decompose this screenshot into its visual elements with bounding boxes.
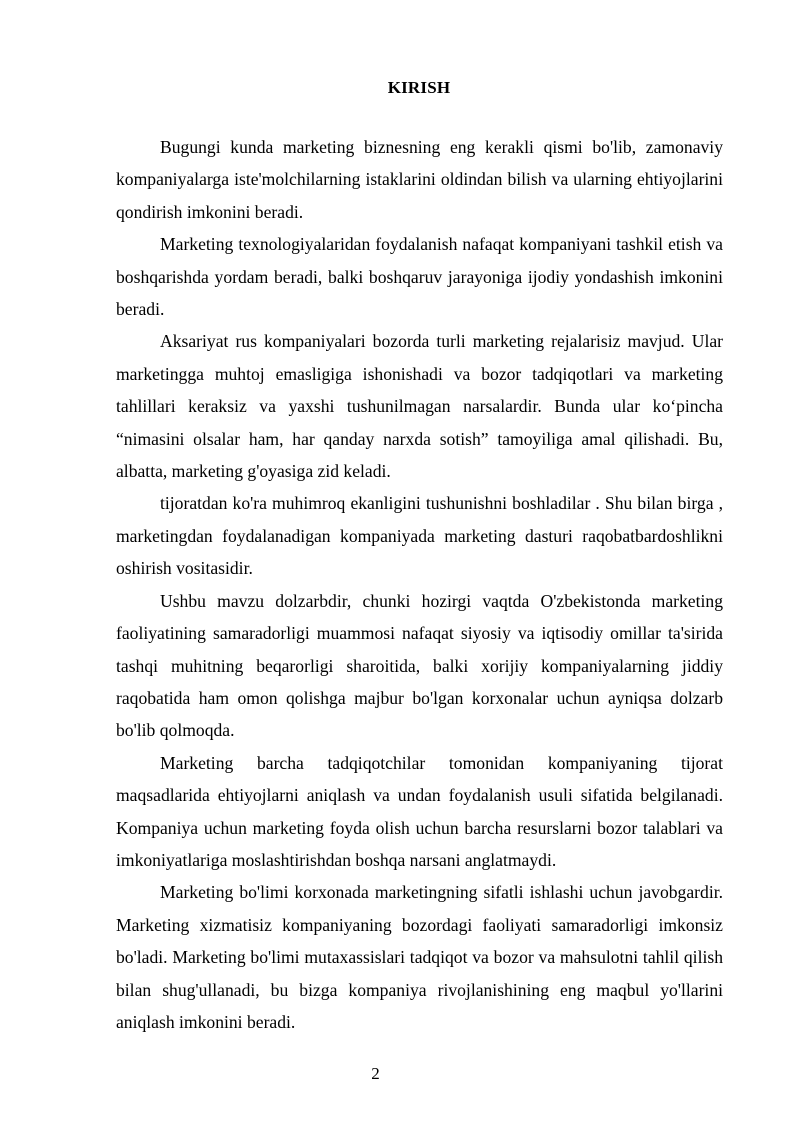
paragraph-7: Marketing bo'limi korxonada marketingning sifatli ishlashi uchun javobgardir. Marketing xizmatisiz kompaniyaning bozordagi faoliyati samaradorligi imkonsiz bo'ladi. Marketing bo'limi mutaxassislari tadqiqot va bozor va mahsulotni tahlil qilish bilan shug'ullanadi, bu bizga kompaniya rivojlanishining eng maqbul yo'llarini aniqlash imkonini beradi. [116, 882, 723, 1032]
body-text [116, 131, 723, 1038]
section-heading: KIRISH [387, 78, 451, 97]
paragraph-4: tijoratdan ko'ra muhimroq ekanligini tushunishni boshladilar . Shu bilan birga , marketingdan foydalanadigan kompaniyada marketing dasturi raqobatbardoshlikni oshirish vositasidir. [116, 493, 723, 579]
paragraph-3: Aksariyat rus kompaniyalari bozorda turli marketing rejalarisiz mavjud. Ular marketingga muhtoj emasligiga ishonishadi va bozor tadqiqotlari va marketing tahlillari keraksiz va yaxshi tushunilmagan narsalardir. Bunda ular koʻpincha “nimasini olsalar ham, har qanday narxda sotish” tamoyiliga amal qilishadi. Bu, albatta, marketing g'oyasiga zid keladi. [116, 331, 723, 482]
paragraph-6: Marketing barcha tadqiqotchilar tomonidan kompaniyaning tijorat maqsadlarida ehtiyojlarni aniqlash va undan foydalanish usuli sifatida belgilanadi. Kompaniya uchun marketing foyda olish uchun barcha resurslarni bozor talablari va imkoniyatlariga moslashtirishdan boshqa narsani anglatmaydi. [116, 752, 723, 870]
paragraph-2: Marketing texnologiyalaridan foydalanish nafaqat kompaniyani tashkil etish va boshqarishda yordam beradi, balki boshqaruv jarayoniga ijodiy yondashish imkonini beradi. [116, 234, 723, 320]
page-number: 2 [371, 1064, 380, 1083]
paragraph-5: Ushbu mavzu dolzarbdir, chunki hozirgi vaqtda O'zbekistonda marketing faoliyatining samaradorligi muammosi nafaqat siyosiy va iqtisodiy omillar ta'sirida tashqi muhitning beqarorligi sharoitida, balki xorijiy kompaniyalarning jiddiy raqobatida ham omon qolishga majbur bo'lgan korxonalar uchun ayniqsa dolzarb bo'lib qolmoqda. [116, 590, 723, 741]
paragraph-1: Bugungi kunda marketing biznesning eng kerakli qismi bo'lib, zamonaviy kompaniyalarga iste'molchilarning istaklarini oldindan bilish va ularning ehtiyojlarini qondirish imkonini beradi. [116, 137, 723, 222]
